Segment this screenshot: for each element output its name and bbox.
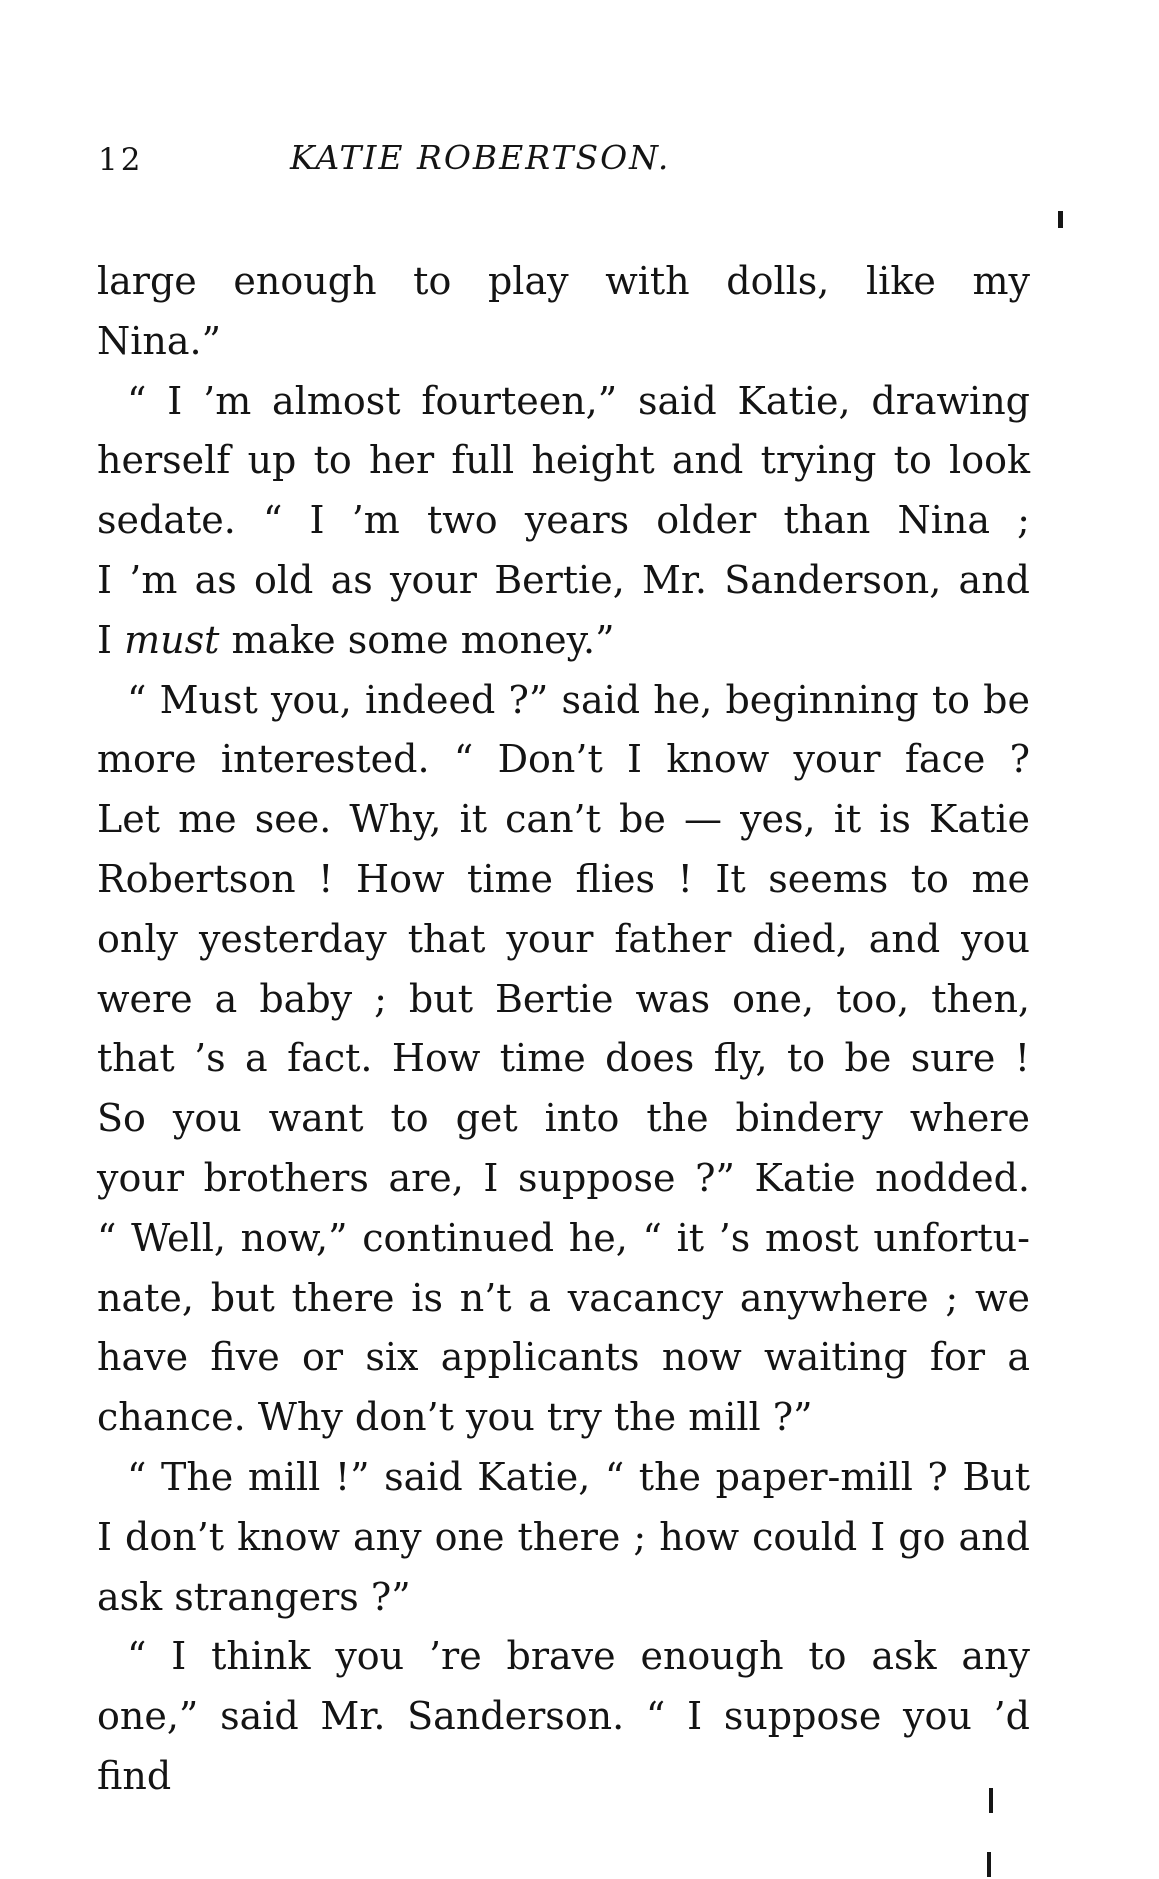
text-line: only yesterday that your father died, and you — [97, 916, 1030, 961]
text-line: sedate. “ I ’m two years older than Nina ; — [97, 498, 1030, 543]
scan-artifact — [987, 1852, 991, 1877]
text-line: your brothers are, I suppose ?” Katie nodded. — [97, 1155, 1030, 1200]
text-line: “ Must you, indeed ?” said he, beginning to be — [127, 677, 1030, 722]
scan-artifact — [989, 1788, 993, 1813]
text-line: that ’s a fact. How time does fly, to be sure ! — [97, 1036, 1030, 1081]
text-line: I ’m as old as your Bertie, Mr. Sanderson, and — [97, 557, 1030, 602]
text-line: were a baby ; but Bertie was one, too, then, — [97, 976, 1030, 1021]
text-line: Robertson ! How time flies ! It seems to me — [97, 856, 1030, 901]
text-line: more interested. “ Don’t I know your face ? — [97, 737, 1030, 782]
text-line: have five or six applicants now waiting for a — [97, 1335, 1030, 1380]
text-line — [97, 611, 1030, 671]
text-line: So you want to get into the bindery where — [97, 1096, 1030, 1141]
page-header — [0, 138, 1159, 184]
text-line: “ I think you ’re brave enough to ask any — [127, 1634, 1030, 1679]
text-line: large enough to play with dolls, like my — [97, 259, 1030, 303]
text-line: one,” said Mr. Sanderson. “ I suppose you ’d find — [97, 1694, 1030, 1798]
running-title: KATIE ROBERTSON. — [290, 138, 671, 177]
text-segment: I — [97, 617, 125, 662]
text-line: Let me see. Why, it can’t be — yes, it is Katie — [97, 797, 1030, 842]
text-line: “ I ’m almost fourteen,” said Katie, drawing — [127, 378, 1030, 423]
scan-artifact — [1058, 211, 1063, 228]
text-line: herself up to her full height and trying to look — [97, 438, 1030, 483]
text-line: chance. Why don’t you try the mill ?” — [97, 1395, 813, 1440]
text-line: ask strangers ?” — [97, 1574, 411, 1619]
text-segment: make some money.” — [219, 617, 615, 662]
page-number: 12 — [98, 142, 144, 178]
text-line: I don’t know any one there ; how could I go and — [97, 1514, 1030, 1559]
emphasized-word: must — [124, 617, 220, 662]
text-line: “ Well, now,” continued he, “ it ’s most unfortu- — [97, 1215, 1030, 1260]
text-line: Nina.” — [97, 318, 222, 363]
page-body — [97, 252, 1030, 1798]
text-line: “ The mill !” said Katie, “ the paper-mill ? But — [127, 1454, 1030, 1499]
text-line: nate, but there is n’t a vacancy anywhere ; we — [97, 1275, 1030, 1320]
